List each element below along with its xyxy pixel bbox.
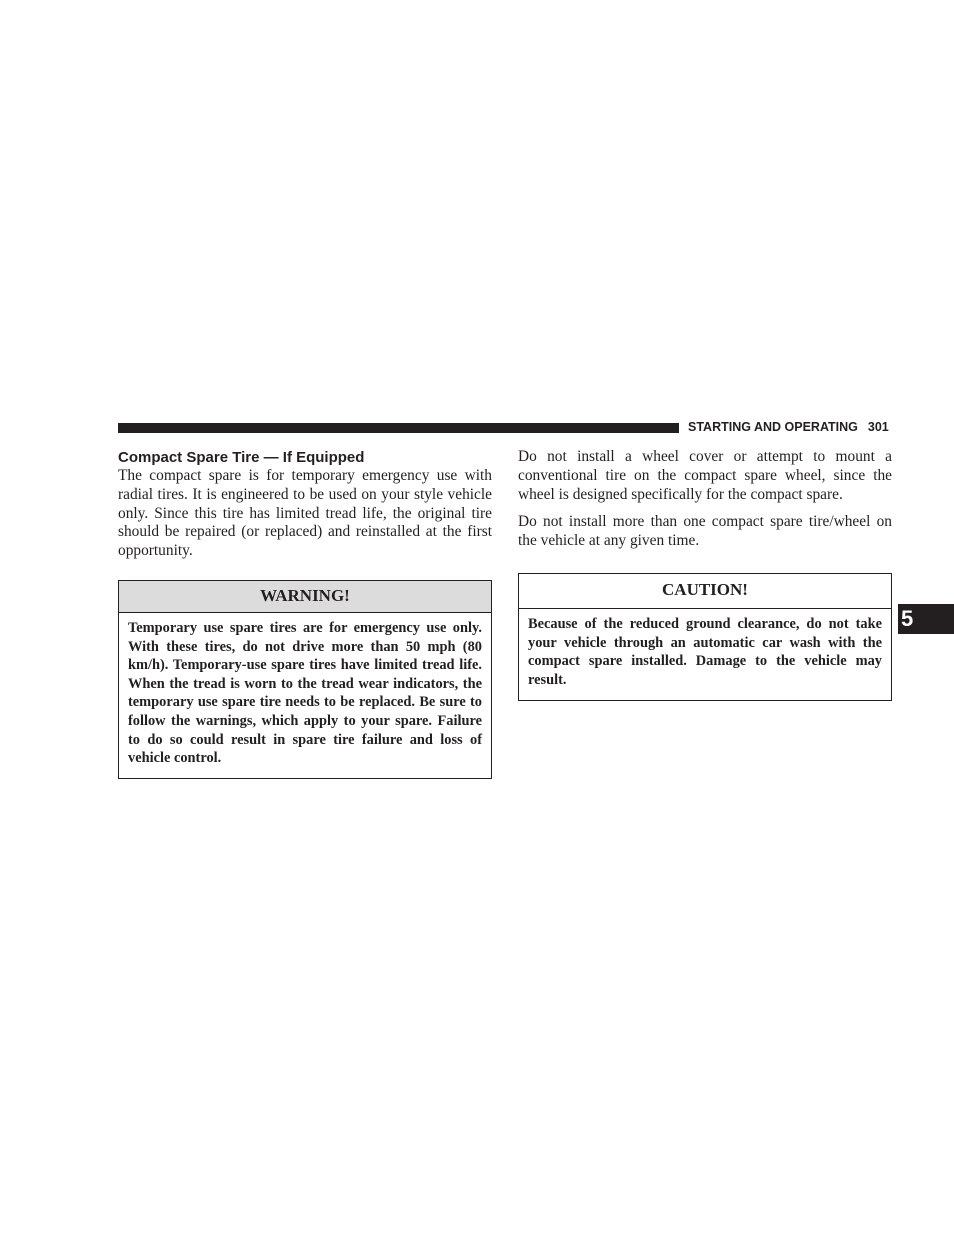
left-column xyxy=(118,448,492,779)
header-rule xyxy=(118,423,679,433)
page-number: 301 xyxy=(867,420,889,434)
caution-box xyxy=(518,573,892,701)
caution-body: Because of the reduced ground clearance, do not take your vehicle through an automatic car wash with the compact spare installed. Damage to the vehicle may result. xyxy=(528,615,882,688)
one-spare-paragraph: Do not install more than one compact spare tire/wheel on the vehicle at any given time. xyxy=(518,513,892,550)
running-header xyxy=(688,420,892,435)
caution-title: CAUTION! xyxy=(519,574,891,609)
section-heading: Compact Spare Tire — If Equipped xyxy=(118,449,365,466)
warning-box xyxy=(118,580,492,779)
warning-body: Temporary use spare tires are for emergency use only. With these tires, do not drive more than 50 mph (80 km/h). Temporary-use spare tires have limited tread life. When the tread is worn to the tread wear indicators, the temporary use spare tire needs to be replaced. Be sure to follow the warnings, which apply to your spare. Failure to do so could result in spare tire failure and loss of vehicle control. xyxy=(128,619,482,767)
wheel-cover-paragraph: Do not install a wheel cover or attempt to mount a conventional tire on the compact spare wheel, since the wheel is designed specifically for the compact spare. xyxy=(518,448,892,503)
compact-spare-paragraph: The compact spare is for temporary emergency use with radial tires. It is engineered to be used on your style vehicle only. Since this tire has limited tread life, the original tire should be repaired (or replaced) and reinstalled at the first opportunity. xyxy=(118,467,492,560)
right-column xyxy=(518,448,892,701)
header-section-title: STARTING AND OPERATING xyxy=(688,420,858,434)
warning-title: WARNING! xyxy=(119,581,491,613)
chapter-tab: 5 xyxy=(898,604,954,634)
